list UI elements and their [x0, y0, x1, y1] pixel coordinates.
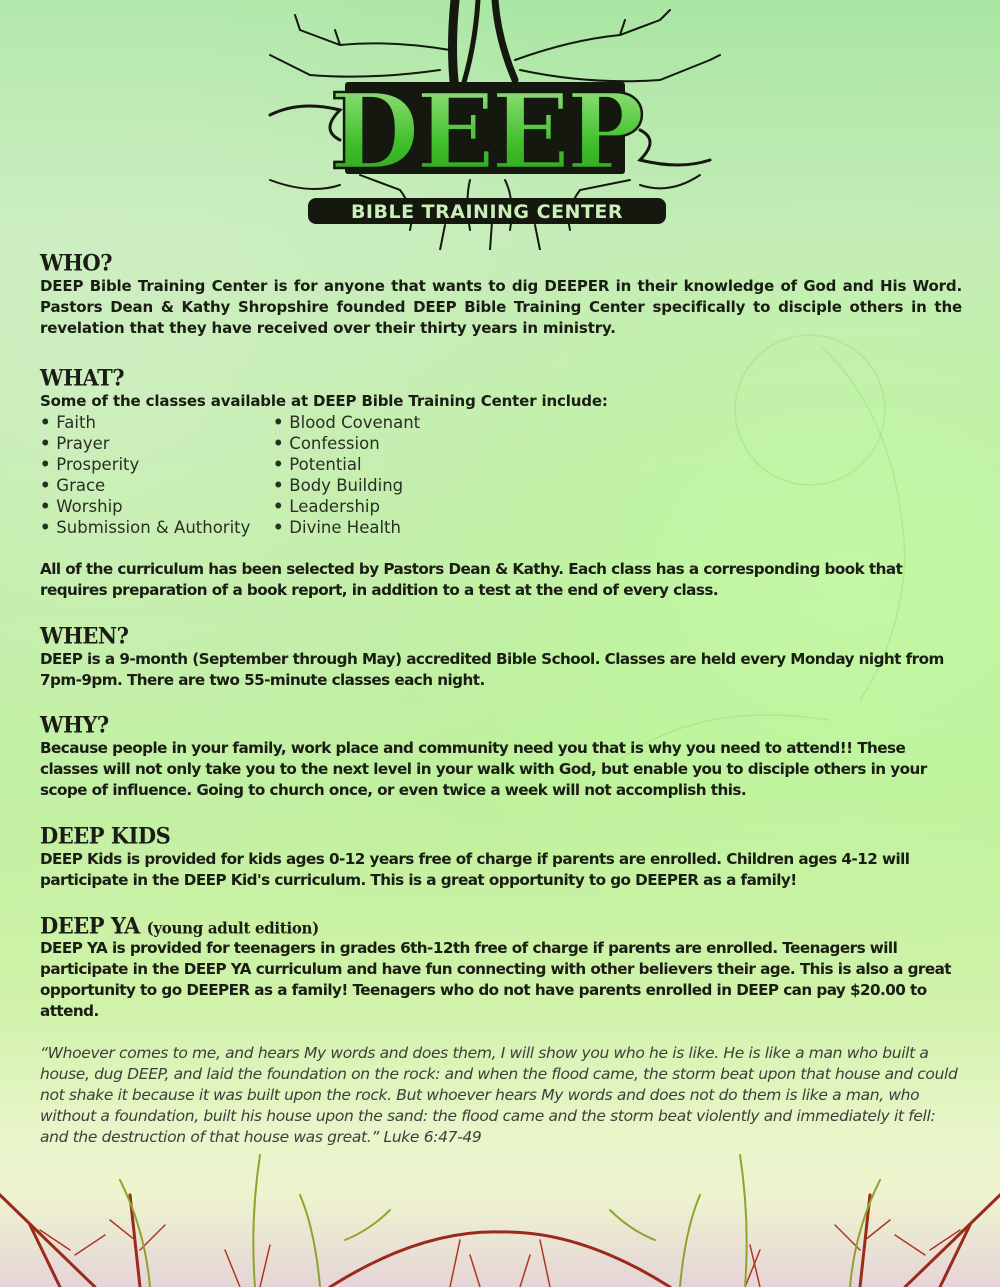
who-body: DEEP Bible Training Center is for anyone that wants to dig DEEPER in their knowledge of God and His Word. Pastors Dean & Kathy Shropshire founded DEEP Bible Training Center specifically to disciple others in the revelation that they have received over their thirty years in ministry.	[40, 277, 962, 337]
class-item: • Worship	[40, 496, 250, 517]
roots-logo-icon	[240, 0, 740, 250]
classes-list-right	[273, 412, 420, 538]
who-heading: WHO?	[40, 249, 113, 276]
class-item: • Divine Health	[273, 517, 420, 538]
class-item: • Blood Covenant	[273, 412, 420, 433]
ya-body: DEEP YA is provided for teenagers in grades 6th-12th free of charge if parents are enrolled. Teenagers will participate in the DEEP YA curriculum and have fun connecting with other believers their age. This is also a great opportunity to go DEEPER as a family! Teenagers who do not have parents enrolled in DEEP can pay $20.00 to attend.	[40, 939, 951, 1020]
kids-body: DEEP Kids is provided for kids ages 0-12 years free of charge if parents are enrolled. Children ages 4-12 will participate in the DEEP Kid's curriculum. This is a great opportunity to go DEEPER as a family!	[40, 850, 910, 889]
ya-heading-sub: (young adult edition)	[146, 918, 319, 938]
when-heading: WHEN?	[40, 622, 129, 649]
class-item: • Leadership	[273, 496, 420, 517]
what-intro: Some of the classes available at DEEP Bible Training Center include:	[40, 392, 608, 410]
class-item: • Potential	[273, 454, 420, 475]
scripture-quote: “Whoever comes to me, and hears My words and does them, I will show you who he is like. He is like a man who built a house, dug DEEP, and laid the foundation on the rock: and when the flood came, the storm beat upon that house and could not shake it because it was built upon the rock. But whoever hears My words and does not do them is like a man, who without a foundation, built his house upon the sand: the flood came and the storm beat violently and immediately it fell: and the destruction of that house was great.” Luke 6:47-49	[40, 1044, 958, 1146]
class-item: • Submission & Authority	[40, 517, 250, 538]
deep-logo	[240, 0, 740, 250]
what-body: All of the curriculum has been selected by Pastors Dean & Kathy. Each class has a corresponding book that requires preparation of a book report, in addition to a test at the end of every class.	[40, 560, 903, 599]
svg-text:DEEP: DEEP	[329, 70, 641, 193]
class-item: • Body Building	[273, 475, 420, 496]
when-body: DEEP is a 9-month (September through May) accredited Bible School. Classes are held every Monday night from 7pm-9pm. There are two 55-minute classes each night.	[40, 650, 944, 689]
ya-heading-main: DEEP YA	[40, 912, 140, 939]
class-item: • Prosperity	[40, 454, 250, 475]
kids-heading: DEEP KIDS	[40, 822, 171, 849]
class-item: • Grace	[40, 475, 250, 496]
what-heading: WHAT?	[40, 364, 125, 391]
classes-list-left	[40, 412, 250, 538]
class-item: • Confession	[273, 433, 420, 454]
why-heading: WHY?	[40, 711, 109, 738]
class-item: • Prayer	[40, 433, 250, 454]
why-body: Because people in your family, work place and community need you that is why you need to attend!! These classes will not only take you to the next level in your walk with God, but enable you to disciple others in your scope of influence. Going to church once, or even twice a week will not accomplish this.	[40, 739, 927, 799]
svg-text:BIBLE TRAINING CENTER: BIBLE TRAINING CENTER	[350, 201, 624, 223]
ya-heading	[40, 912, 319, 938]
class-item: • Faith	[40, 412, 250, 433]
